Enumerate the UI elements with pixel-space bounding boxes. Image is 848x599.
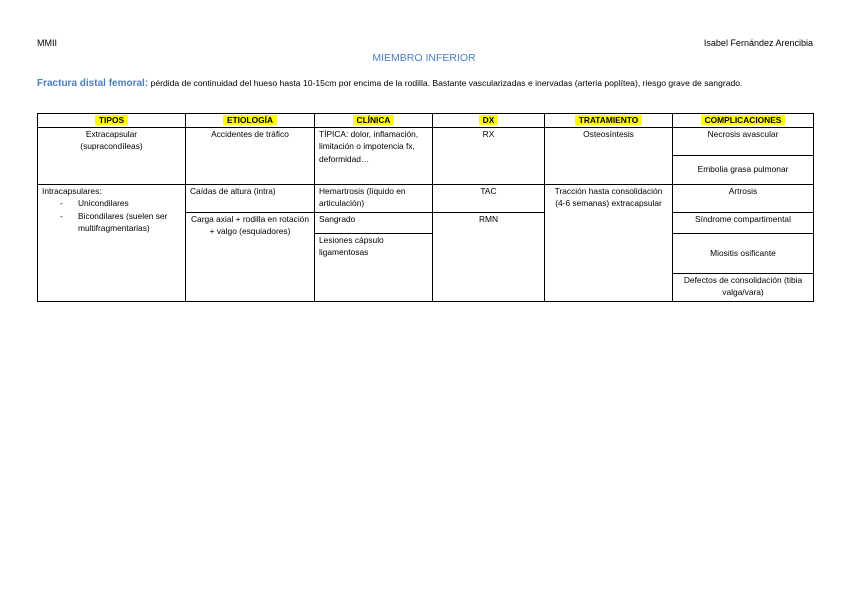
cell-clinica-hemartrosis: Hemartrosis (líquido en articulación) bbox=[315, 184, 433, 212]
header-dx: DX bbox=[433, 114, 545, 128]
intro-text: pérdida de continuidad del hueso hasta 10-15cm por encima de la rodilla. Bastante vascularizadas e inervadas (arteria poplítea), riesgo grave de sangrado. bbox=[148, 78, 743, 88]
cell-etiologia-trafico: Accidentes de tráfico bbox=[186, 127, 315, 184]
cell-clinica-tipica: TÍPICA: dolor, inflamación, limitación o impotencia fx, deformidad… bbox=[315, 127, 433, 184]
cell-clinica-lesiones: Lesiones cápsulo ligamentosas bbox=[315, 233, 433, 301]
cell-complicacion-necrosis: Necrosis avascular bbox=[673, 127, 814, 155]
header-clinica: CLÍNICA bbox=[315, 114, 433, 128]
intro-paragraph bbox=[37, 76, 813, 91]
cell-complicacion-miositis: Miositis osificante bbox=[673, 233, 814, 273]
cell-etiologia-carga-axial: Carga axial + rodilla en rotación + valgo (esquiadores) bbox=[186, 212, 315, 301]
header-etiologia: ETIOLOGÍA bbox=[186, 114, 315, 128]
table-row bbox=[38, 184, 814, 212]
cell-tipos-intracapsulares bbox=[38, 184, 186, 301]
cell-complicacion-defectos: Defectos de consolidación (tibia valga/vara) bbox=[673, 273, 814, 301]
table-header-row bbox=[38, 114, 814, 128]
cell-dx-tac: TAC bbox=[433, 184, 545, 212]
tipos-intra-title: Intracapsulares: bbox=[42, 185, 102, 196]
cell-dx-rmn: RMN bbox=[433, 212, 545, 301]
tipos-intra-list bbox=[42, 197, 181, 235]
cell-etiologia-caidas: Caídas de altura (intra) bbox=[186, 184, 315, 212]
cell-tipos-extracapsular: Extracapsular (supracondíleas) bbox=[38, 127, 186, 184]
header-tipos: TIPOS bbox=[38, 114, 186, 128]
header-author: Isabel Fernández Arencibia bbox=[703, 38, 813, 48]
fracture-table bbox=[37, 113, 814, 302]
cell-complicacion-embolia: Embolia grasa pulmonar bbox=[673, 155, 814, 184]
cell-complicacion-artrosis: Artrosis bbox=[673, 184, 814, 212]
cell-clinica-sangrado: Sangrado bbox=[315, 212, 433, 233]
header-tratamiento: TRATAMIENTO bbox=[545, 114, 673, 128]
cell-complicacion-compartimental: Síndrome compartimental bbox=[673, 212, 814, 233]
table-row bbox=[38, 127, 814, 155]
cell-dx-rx: RX bbox=[433, 127, 545, 184]
intro-lead: Fractura distal femoral: bbox=[37, 78, 149, 89]
list-item: - Unicondilares bbox=[42, 197, 181, 210]
list-item: - Bicondilares (suelen ser multifragmentarias) bbox=[42, 210, 181, 235]
cell-tratamiento-osteosintesis: Osteosíntesis bbox=[545, 127, 673, 184]
cell-tratamiento-traccion: Tracción hasta consolidación (4-6 semanas) extracapsular bbox=[545, 184, 673, 301]
header-complicaciones: COMPLICACIONES bbox=[673, 114, 814, 128]
page-title: MIEMBRO INFERIOR bbox=[372, 52, 476, 64]
header-course-code: MMII bbox=[37, 38, 57, 48]
